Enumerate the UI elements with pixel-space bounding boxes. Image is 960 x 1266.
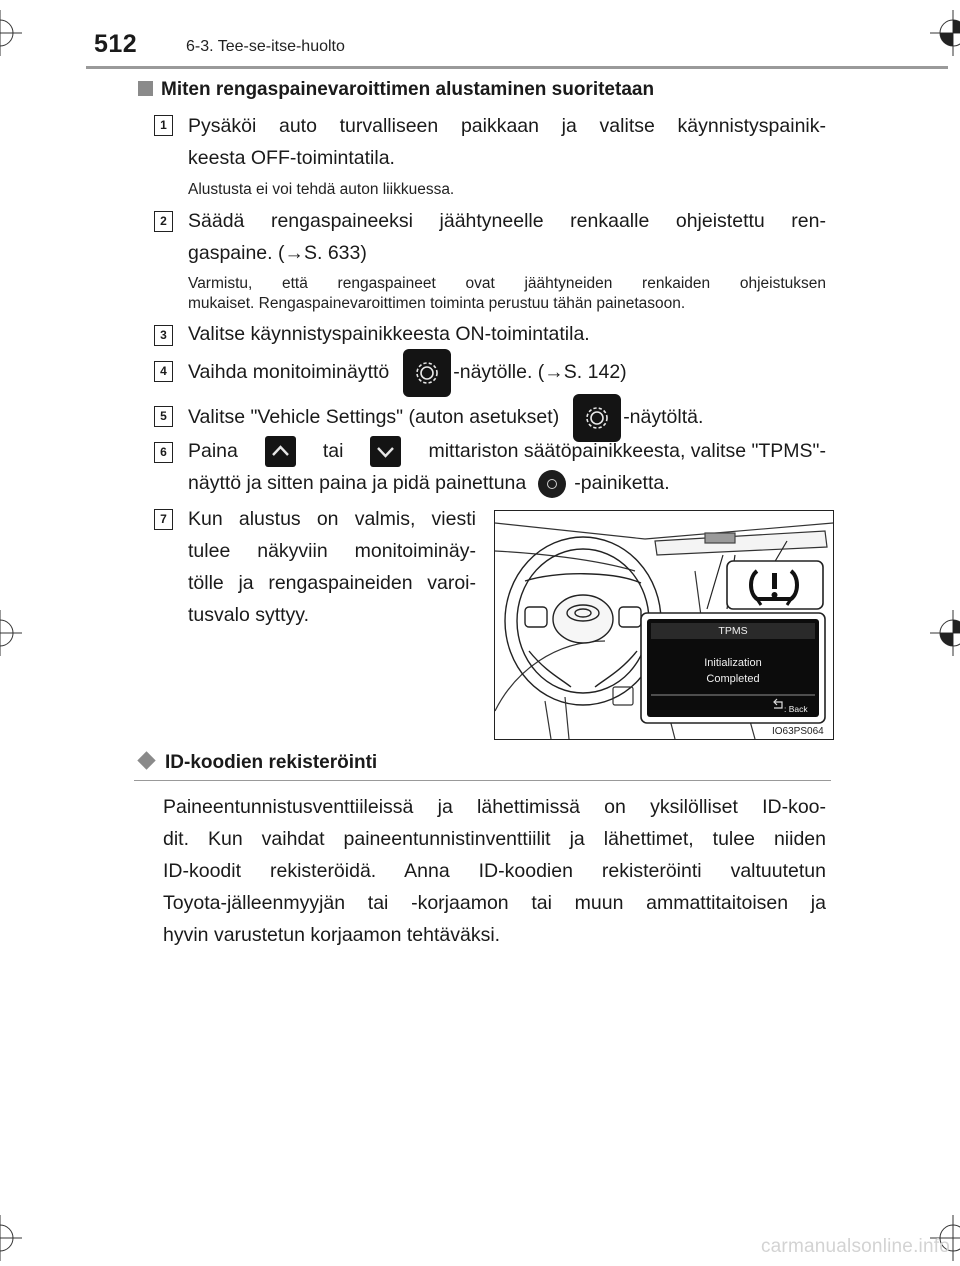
- square-bullet-icon: [138, 81, 153, 96]
- step-number-6: 6: [154, 442, 173, 463]
- section-title: 6-3. Tee-se-itse-huolto: [186, 38, 345, 55]
- step-2-line-1: Säädä rengaspaineeksi jäähtyneelle renkaalle ohjeistettu ren-: [188, 210, 826, 232]
- main-heading: [138, 79, 654, 101]
- step-6-paina: Paina: [188, 440, 238, 462]
- up-arrow-icon: [265, 436, 296, 467]
- id-section-heading-text: ID-koodien rekisteröinti: [165, 752, 378, 773]
- step-2-line-2: gaspaine. (→S. 633): [188, 242, 367, 264]
- step-6-text: [188, 435, 826, 499]
- step-7-line-1: Kun alustus on valmis, viesti: [188, 508, 476, 530]
- step-7-text: [188, 503, 476, 631]
- id-line-4: Toyota-jälleenmyyjän tai -korjaamon tai muun ammattitaitoisen ja: [163, 892, 826, 914]
- id-section-rule: [134, 780, 831, 781]
- step-1-line-1: Pysäköi auto turvalliseen paikkaan ja valitse käynnistyspainik-: [188, 115, 826, 137]
- step-5-text-after: -näytöltä.: [623, 406, 704, 428]
- step-5-text: [188, 401, 826, 433]
- step-2-note-line-2: mukaiset. Rengaspainevaroittimen toiminta perustuu tähän painetasoon.: [188, 295, 686, 312]
- step-number-7: 7: [154, 509, 173, 530]
- step-4-text-before: Vaihda monitoiminäyttö: [188, 361, 390, 383]
- id-section-paragraph: [163, 791, 826, 951]
- watermark: carmanualsonline.info: [760, 1236, 950, 1257]
- screen-message-line-1: Initialization: [704, 657, 762, 669]
- header-rule: [86, 66, 948, 69]
- main-heading-text: Miten rengaspainevaroittimen alustaminen suoritetaan: [161, 79, 655, 100]
- down-arrow-icon: [370, 436, 401, 467]
- step-2-note: [188, 274, 826, 314]
- id-line-2: dit. Kun vaihdat paineentunnistinventtiilit ja lähettimet, tulee niiden: [163, 828, 826, 850]
- steering-wheel-icon: [505, 537, 661, 705]
- step-1-line-2: keesta OFF-toimintatila.: [188, 147, 395, 169]
- step-6-line-1: [188, 435, 826, 467]
- step-7-line-2: tulee näkyviin monitoiminäy-: [188, 540, 476, 562]
- step-number-1: 1: [154, 115, 173, 136]
- id-section-heading: [136, 752, 377, 774]
- screen-back-label: : Back: [784, 704, 808, 714]
- id-line-3: ID-koodit rekisteröidä. Anna ID-koodien rekisteröinti valtuutetun: [163, 860, 826, 882]
- step-2-text: [188, 205, 826, 269]
- screen-message-line-2: Completed: [706, 673, 760, 685]
- page-number: 512: [94, 30, 138, 58]
- step-1-note: Alustusta ei voi tehdä auton liikkuessa.: [188, 181, 455, 198]
- step-4-text-after: -näytölle. (→S. 142): [453, 361, 627, 383]
- step-6-line-2: [188, 467, 826, 499]
- step-number-2: 2: [154, 211, 173, 232]
- screen-title: TPMS: [718, 625, 748, 637]
- step-6-line-2-before: näyttö ja sitten paina ja pidä painettuna: [188, 472, 527, 494]
- step-7-line-3: tölle ja rengaspaineiden varoi-: [188, 572, 476, 594]
- step-number-5: 5: [154, 406, 173, 427]
- step-2-note-line-1: Varmistu, että rengaspaineet ovat jäähtyneiden renkaiden ohjeistuksen: [188, 275, 826, 292]
- id-line-1: Paineentunnistusventtiileissä ja lähettimissä on yksilölliset ID-koo-: [163, 796, 826, 818]
- tpms-warning-icon: [727, 561, 823, 609]
- step-5-text-before: Valitse "Vehicle Settings" (auton asetukset): [188, 406, 560, 428]
- step-3-text: Valitse käynnistyspainikkeesta ON-toimintatila.: [188, 323, 590, 345]
- step-1-text: [188, 110, 826, 174]
- settings-gear-icon: [403, 349, 451, 397]
- figure-code: IO63PS064: [772, 726, 824, 737]
- dashboard-illustration: [494, 510, 834, 740]
- step-7-line-4: tusvalo syttyy.: [188, 604, 310, 626]
- diamond-bullet-icon: [137, 751, 155, 769]
- step-6-rest: mittariston säätöpainikkeesta, valitse "TPMS"-: [428, 440, 826, 462]
- step-number-4: 4: [154, 361, 173, 382]
- id-line-5: hyvin varustetun korjaamon tehtäväksi.: [163, 924, 501, 946]
- step-number-3: 3: [154, 325, 173, 346]
- step-4-text: [188, 356, 826, 388]
- step-6-line-2-after: -painiketta.: [574, 472, 670, 494]
- ok-button-icon: [538, 470, 566, 498]
- step-6-tai: tai: [322, 440, 344, 462]
